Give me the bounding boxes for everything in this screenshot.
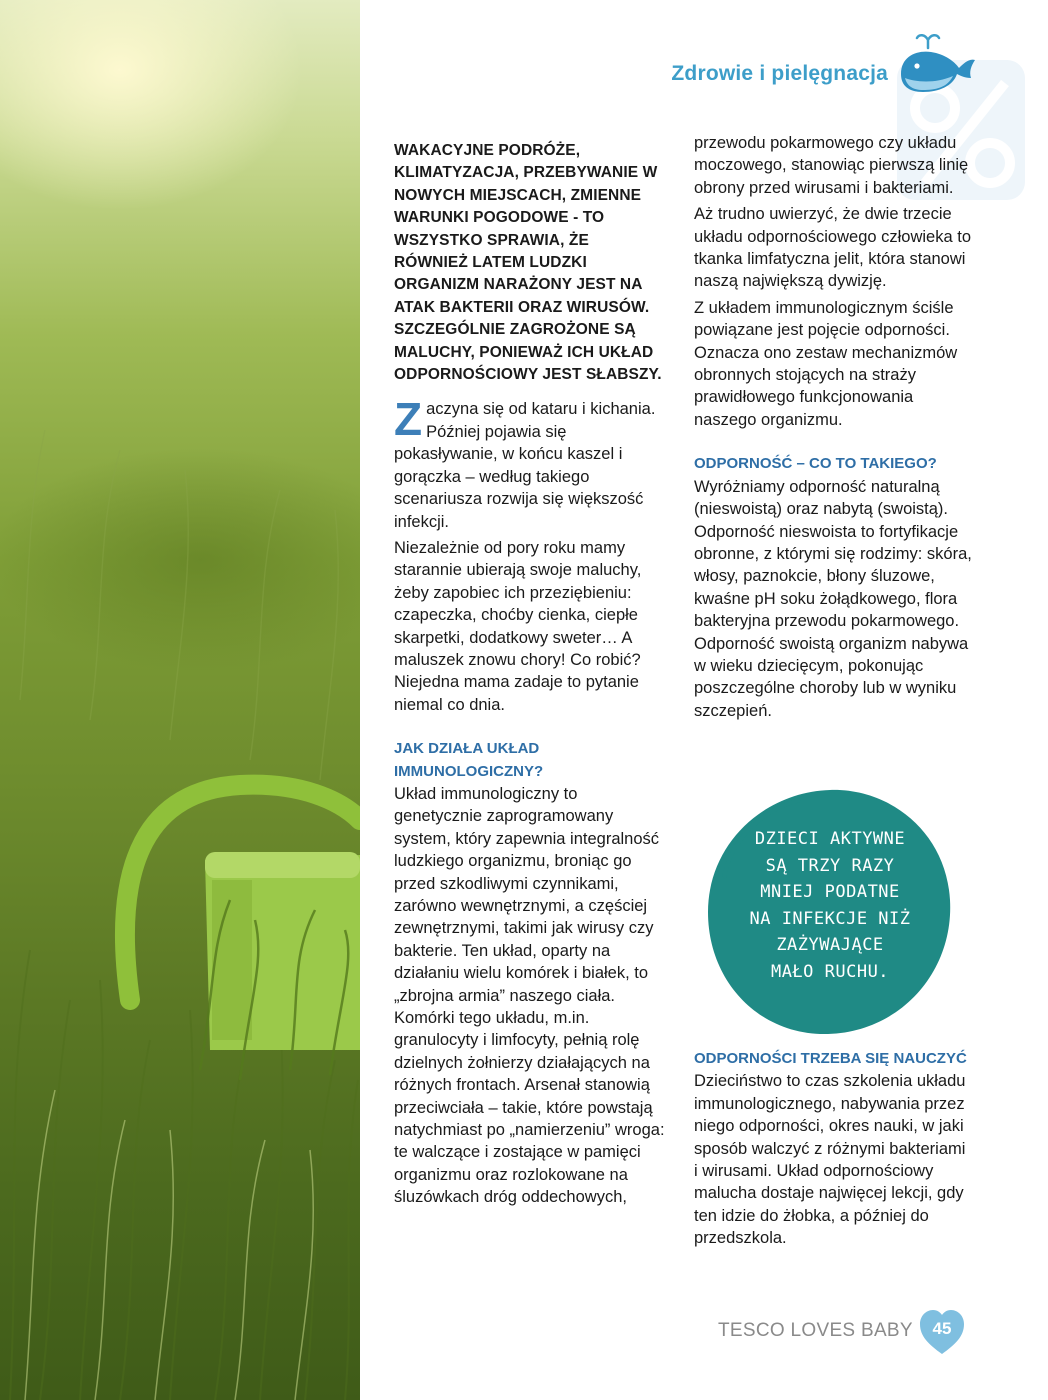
footer-brand: TESCO LOVES BABY — [718, 1320, 913, 1341]
section-heading-immunity: ODPORNOŚĆ – CO TO TAKIEGO? — [694, 455, 937, 473]
section-heading-immune: JAK DZIAŁA UKŁAD IMMUNOLOGICZNY? — [394, 740, 544, 780]
article-column-right — [694, 132, 972, 726]
section-header — [671, 62, 888, 86]
section-text-immune-cont: przewodu pokarmowego czy układu moczowego, stanowiąc pierwszą linię obrony przed wirusami i bakteriami. — [694, 134, 969, 197]
callout-line: DZIECI AKTYWNE — [754, 829, 906, 849]
callout-text — [700, 826, 960, 985]
callout-line: MAŁO RUCHU. — [770, 961, 890, 982]
intro-lead: WAKACYJNE PODRÓŻE, KLIMATYZACJA, PRZEBYWANIE W NOWYCH MIEJSCACH, ZMIENNE WARUNKI POGODOWE - TO WSZYSTKO SPRAWIA, ŻE RÓWNIEŻ LATEM LUDZKI ORGANIZM NARAŻONY JEST NA ATAK BAKTERII ORAZ WIRUSÓW. SZCZEGÓLNIE ZAGROŻONE SĄ MALUCHY, PONIEWAŻ ICH UKŁAD ODPORNOŚCIOWY JEST SŁABSZY. — [394, 142, 662, 384]
callout-line: SĄ TRZY RAZY — [765, 855, 895, 876]
section-heading-learn: ODPORNOŚCI TRZEBA SIĘ NAUCZYĆ — [694, 1050, 967, 1067]
section-text-learn: Dzieciństwo to czas szkolenia układu immunologicznego, nabywania przez niego odporności, okres nauki, w jaki sposób walczyć z różnymi bakteriami i wirusami. Układ odpornościowy malucha dostaje najwięcej lekcji, gdy ten idzie do żłobka, a później do przedszkola. — [694, 1072, 966, 1248]
article-column-right-lower — [694, 1026, 972, 1254]
page-number: 45 — [932, 1319, 952, 1338]
section-title: Zdrowie i pielęgnacja — [671, 62, 888, 85]
watering-can-icon — [0, 0, 360, 1400]
section-text-immune-p2: Aż trudno uwierzyć, że dwie trzecie układu odpornościowego człowieka to tkanka limfatyczna jelit, która stanowi naszą największą dywizję. — [694, 205, 972, 291]
callout-line: NA INFEKCJE NIŻ — [749, 908, 911, 929]
section-text-immunity: Wyróżniamy odporność naturalną (nieswoistą) oraz nabytą (swoistą). Odporność nieswoista to fortyfikacje obronne, z którymi się rodzimy: skóra, włosy, paznokcie, błony śluzowe, kwaśne pH soku żołądkowego, flora bakteryjna przewodu pokarmowego. Odporność swoistą organizm nabywa w wieku dziecięcym, pokonując poszczególne choroby lub w wyniku szczepień. — [694, 477, 972, 720]
whale-icon — [895, 32, 979, 98]
body-paragraph-1 — [394, 393, 666, 532]
grass-photo — [0, 0, 360, 1400]
section-text-immune: Układ immunologiczny to genetycznie zaprogramowany system, który zapewnia integralność ludzkiego organizmu, broniąc go przed szkodliwymi czynnikami, zarówno wewnętrznymi, a częściej zewnętrznymi, takimi jak wirusy czy bakterie. Ten układ, oparty na działaniu wielu komórek i białek, to „zbrojna armia” naszego ciała. Komórki tego układu, m.in. granulocyty i limfocyty, pełnią rolę dzielnych żołnierzy działających na różnych frontach. Arsenał stanowią przeciwciała – takie, które powstają natychmiast po „namierzeniu” wroga: te walczące i zostające w pamięci organizmu oraz rozlokowane na śluzówkach dróg oddechowych, — [394, 784, 665, 1207]
callout-line: ZAŻYWAJĄCE — [776, 935, 884, 955]
callout-line: MNIEJ PODATNE — [760, 882, 900, 902]
drop-cap: Z — [394, 393, 423, 446]
body-paragraph-2: Niezależnie od pory roku mamy starannie ubierają swoje maluchy, żeby zapobiec ich przeziębieniu: czapeczka, choćby cienka, ciepłe skarpetki, dodatkowy sweter… A maluszek znowu chory! Co robić? Niejedna mama zadaje to pytanie niemal co dnia. — [394, 538, 642, 714]
body-paragraph-1-text: aczyna się od kataru i kichania. Później pojawia się pokasływanie, w końcu kaszel i gorączka – według takiego scenariusza rozwija się większość infekcji. — [394, 400, 656, 531]
section-text-immune-p3: Z układem immunologicznym ściśle powiązane jest pojęcie odporności. Oznacza ono zestaw mechanizmów obronnych stojących na straży prawidłowego funkcjonowania naszego organizmu. — [694, 298, 958, 429]
article-column-left — [394, 140, 666, 1213]
